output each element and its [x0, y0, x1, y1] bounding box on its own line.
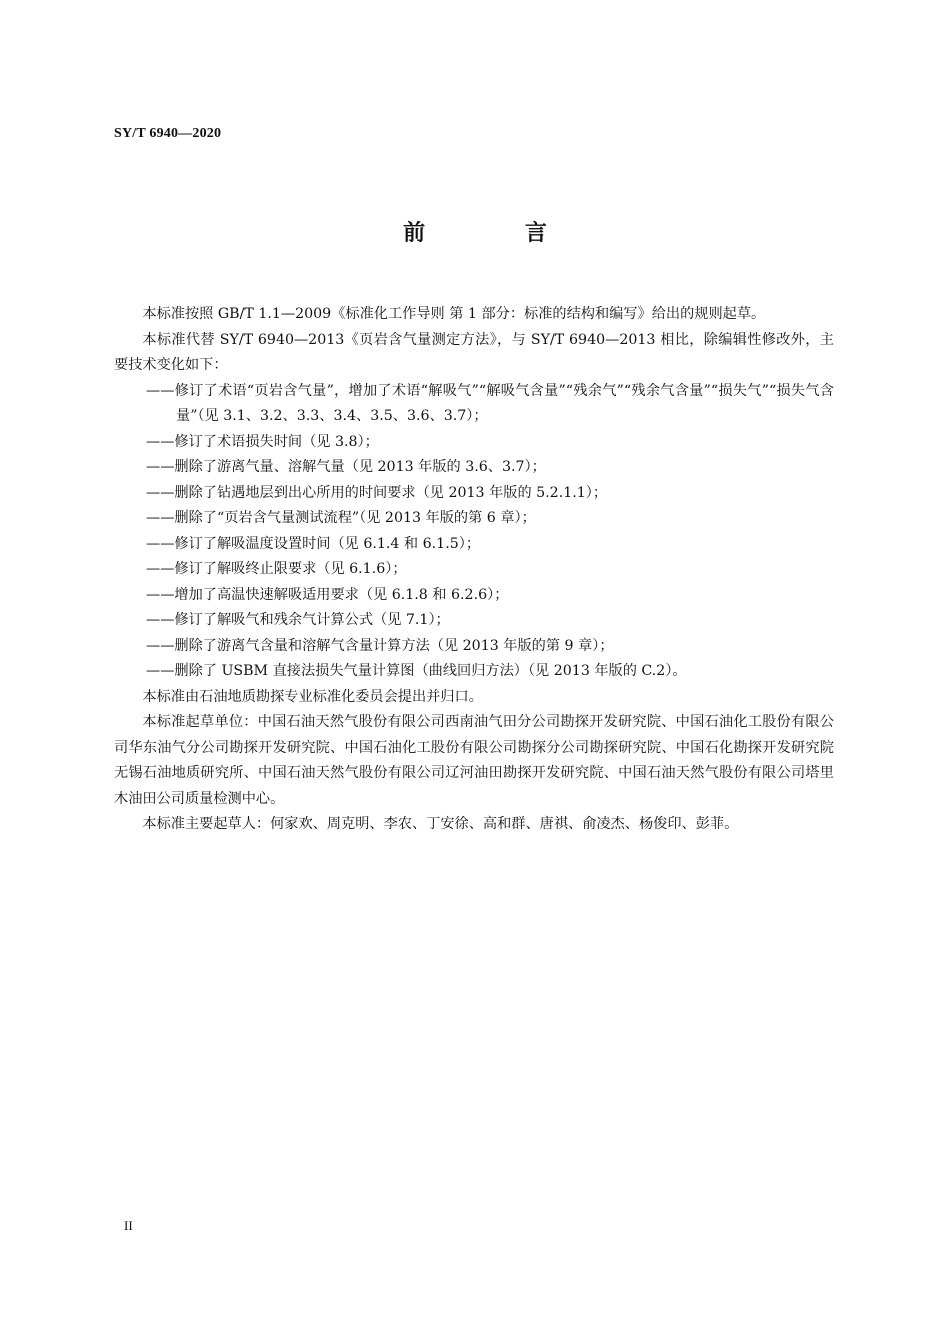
change-item: ——删除了游离气含量和溶解气含量计算方法（见 2013 年版的第 9 章）； [146, 637, 614, 654]
change-item: ——删除了“页岩含气量测试流程”（见 2013 年版的第 6 章）； [146, 510, 536, 526]
change-item: ——删除了钻遇地层到出心所用的时间要求（见 2013 年版的 5.2.1.1）； [146, 484, 608, 501]
paragraph-drafters: 本标准主要起草人：何家欢、周克明、李农、丁安徐、高和群、唐祺、俞凌杰、杨俊印、彭菲。 [142, 816, 739, 832]
change-item: ——修订了术语“页岩含气量”，增加了术语“解吸气”“解吸气含量”“残余气”“残余气含量”“损失气”“损失气含量”（见 3.1、3.2、3.3、3.4、3.5、3.6、3.7）； [146, 382, 834, 424]
change-item: ——修订了解吸气和残余气计算公式（见 7.1）； [146, 612, 450, 628]
paragraph-drafting-units: 本标准起草单位：中国石油天然气股份有限公司西南油气田分公司勘探开发研究院、中国石油化工股份有限公司华东油气分公司勘探开发研究院、中国石油化工股份有限公司勘探分公司勘探研究院、中国石化勘探开发研究院无锡石油地质研究所、中国石油天然气股份有限公司辽河油田勘探开发研究院、中国石油天然气股份有限公司塔里木油田公司质量检测中心。 [114, 714, 834, 807]
paragraph-replacement: 本标准代替 SY/T 6940—2013《页岩含气量测定方法》，与 SY/T 6940—2013 相比，除编辑性修改外，主要技术变化如下： [114, 331, 834, 373]
paragraph-proposer: 本标准由石油地质勘探专业标准化委员会提出并归口。 [142, 688, 483, 705]
paragraph-drafting-rules: 本标准按照 GB/T 1.1—2009《标准化工作导则 第 1 部分：标准的结构和编写》给出的规则起草。 [142, 306, 766, 322]
change-item: ——增加了高温快速解吸适用要求（见 6.1.8 和 6.2.6）； [146, 586, 509, 603]
change-item: ——修订了解吸温度设置时间（见 6.1.4 和 6.1.5）； [146, 535, 481, 552]
standard-code: SY/T 6940—2020 [114, 126, 222, 141]
change-item: ——修订了术语损失时间（见 3.8）； [146, 433, 379, 450]
page-number: II [124, 1218, 133, 1233]
change-item: ——删除了游离气量、溶解气量（见 2013 年版的 3.6、3.7）； [146, 459, 546, 475]
change-item: ——修订了解吸终止限要求（见 6.1.6）； [146, 561, 407, 577]
change-item: ——删除了 USBM 直接法损失气量计算图（曲线回归方法）（见 2013 年版的 C.2）。 [146, 663, 687, 679]
foreword-body [114, 302, 834, 838]
page-title: 前 言 [403, 221, 593, 246]
